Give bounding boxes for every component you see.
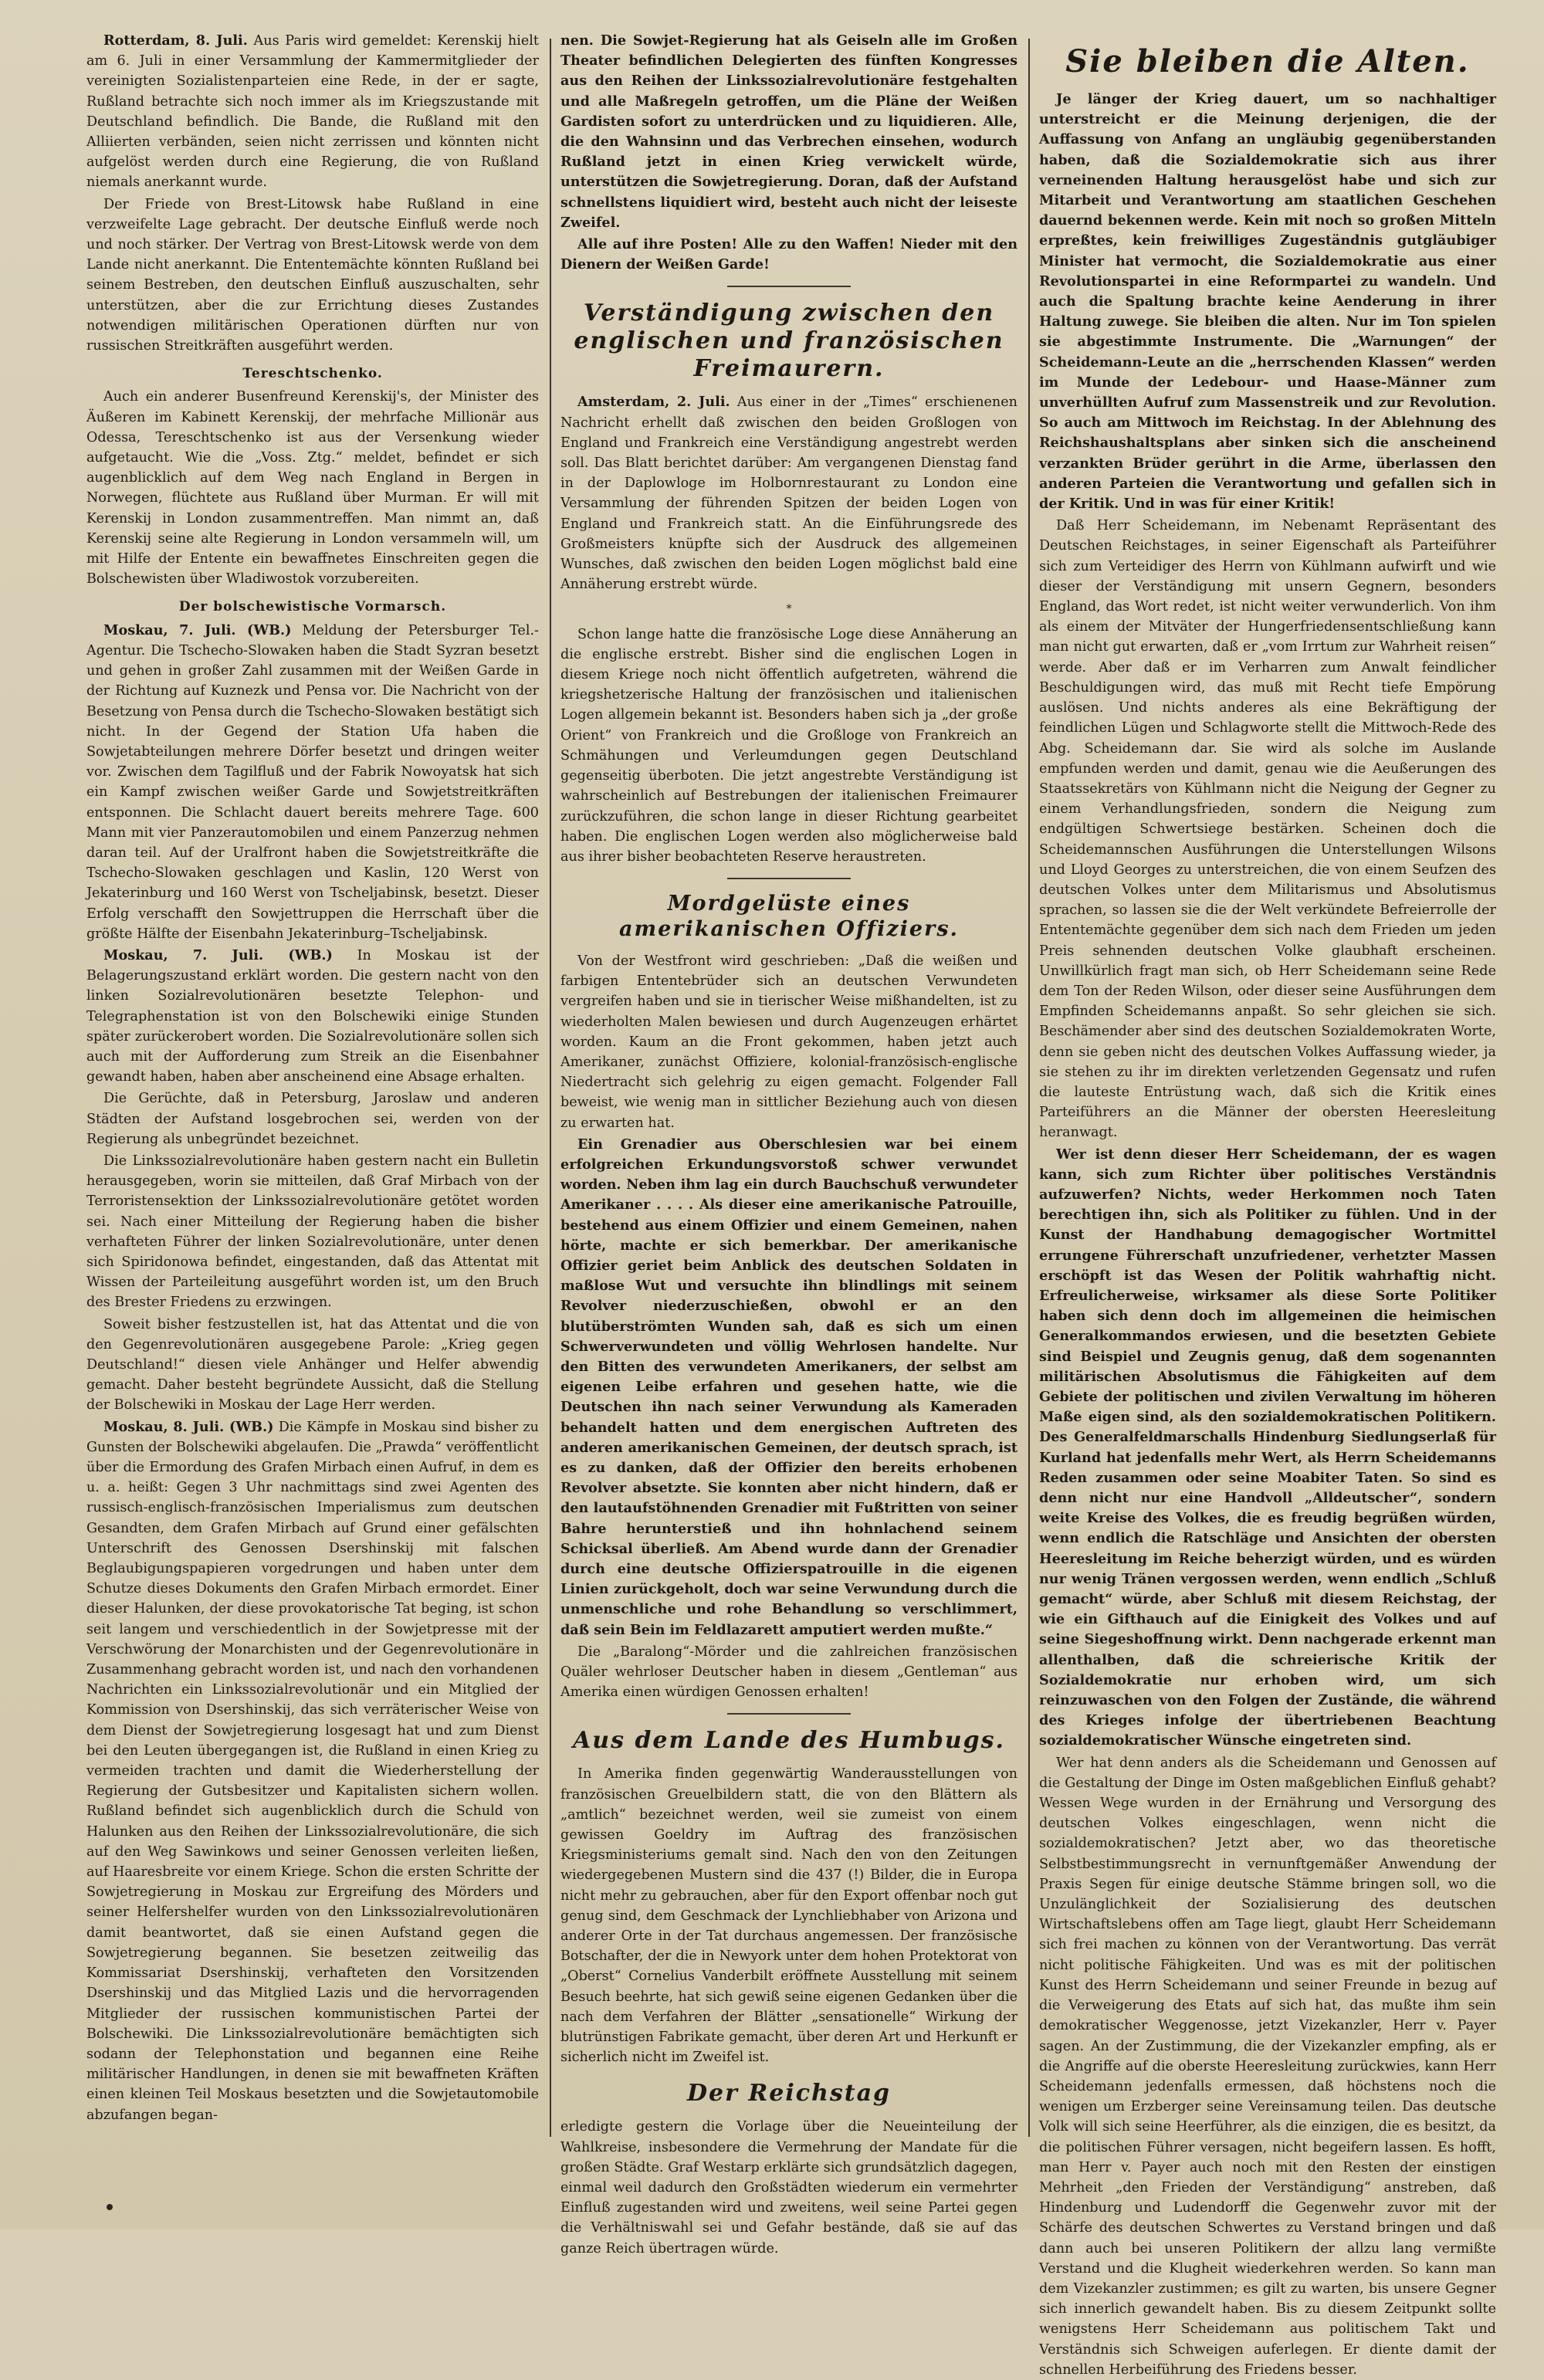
headline-officer: Mordgelüste eines amerikanischen Offiziers. <box>619 892 959 941</box>
separator-rule <box>727 286 851 287</box>
article-paragraph: Alle auf ihre Posten! Alle zu den Waffen! Nieder mit den Dienern der Weißen Garde! <box>560 236 1017 273</box>
column-divider <box>1028 39 1030 2137</box>
dateline: Moskau, 8. Juli. (WB.) <box>103 1418 274 1435</box>
article-paragraph: Soweit bisher festzustellen ist, hat das Attentat und die von den Gegenrevolutionären ausgegebene Parole: „Krieg gegen Deutschland!“ diesen viele Anhänger und Helfer abwendig gemacht. Daher besteht begründete Aussicht, daß die Stellung der Bolschewiki in Moskau der Lage Herr werden. <box>86 1316 539 1413</box>
paragraph-text: Aus Paris wird gemeldet: Kerenskij hielt am 6. Juli in einer Versammlung der Kammermitglieder der vereinigten Sozialistenparteien eine Rede, in der er sagte, Rußland betrachte sich noch immer als im Kriegszustande mit Deutschland befindlich. Die Bande, die Rußland mit den Alliierten verbänden, seien nicht zerrissen und könnten nicht aufgelöst werden durch eine Regierung, die von Rußland niemals anerkannt wurde. <box>86 33 540 191</box>
article-paragraph <box>560 392 1017 594</box>
article-paragraph: Die „Baralong“-Mörder und die zahlreichen französischen Quäler wehrloser Deutscher haben in diesem „Gentleman“ aus Amerika einen würdigen Genossen erhalten! <box>560 1644 1017 1701</box>
dateline: Moskau, 7. Juli. (WB.) <box>103 946 333 963</box>
article-paragraph <box>86 621 539 944</box>
dateline: Moskau, 7. Juli. (WB.) <box>103 621 292 638</box>
dateline: Amsterdam, 2. Juli. <box>577 394 730 411</box>
article-paragraph: Die Linkssozialrevolutionäre haben gestern nacht ein Bulletin herausgegeben, worin sie mitteilen, daß Graf Mirbach von der Terroristensektion der Linkssozialrevolutionäre getötet worden sei. Nach einer Mitteilung der Regierung haben die bisher verhafteten Führer der linken Sozialrevolutionäre, unter denen sich Spiridonowa befindet, eingestanden, daß das Attentat mit Wissen der Parteileitung ausgeführt worden ist, um den Bruch des Brester Friedens zu erzwingen. <box>86 1153 539 1311</box>
column-left <box>86 31 539 2199</box>
section-star: * <box>786 603 792 616</box>
headline-freemasons: Verständigung zwischen den englischen und französischen Freimaurern. <box>574 300 1004 383</box>
column-middle <box>560 31 1018 2256</box>
separator-rule <box>727 878 851 879</box>
dateline: Rotterdam, 8. Juli. <box>103 32 248 49</box>
paragraph-text: Die Kämpfe in Moskau sind bisher zu Gunsten der Bolschewiki abgelaufen. Die „Prawda“ veröffentlicht über die Ermordung des Grafen Mirbach einen Aufruf, in dem es u. a. heißt: Gegen 3 Uhr nachmittags sind zwei Agenten des russisch-englisch-französischen Imperialismus zum deutschen Gesandten, dem Grafen Mirbach auf Grund einer gefälschten Unterschrift des Genossen Dsershinskij mit falschen Beglaubigungspapieren vorgedrungen und haben unter dem Schutze dieses Dokuments den Grafen Mirbach ermordet. Einer dieser Halunken, der diese provokatorische Tat beging, ist schon seit langem und verschiedentlich in der Sowjetpresse mit der Verschwörung der Monarchisten und der Gegenrevolutionäre in Zusammenhang gebracht worden ist, und nach den vorhandenen Nachrichten ein Linkssozialrevolutionär und ein Mitglied der Kommission von Dsershinskij, das sich verräterischer Weise von dem Dienst der Sowjetregierung losgesagt hat und zum Dienst bei den Leuten übergegangen ist, die Rußland in einen Krieg zu vermeiden trachten und damit die Wiederherstellung der Regierung der Gutsbesitzer und Kapitalisten sichern wollen. Rußland befindet sich augenblicklich durch die Schuld von Halunken aus den Reihen der Linkssozialrevolutionäre, die sich auf den Weg Sawinkows und seiner Genossen verleiten ließen, auf Haaresbreite vor einem Kriege. Schon die ersten Schritte der Sowjetregierung in Moskau zur Ergreifung des Mörders und seiner Helfershelfer wurden von den Linkssozialrevolutionären damit beantwortet, daß sie einen Aufstand gegen die Sowjetregierung begannen. Sie besetzen zeitweilig das Kommissariat Dsershinskij, verhafteten den Vorsitzenden Dsershinskij und das Mitglied Lazis und die hervorragenden Mitglieder der russischen kommunistischen Partei der Bolschewiki. Die Linkssozialrevolutionäre bemächtigten sich sodann der Telephonstation und begannen eine Reihe militärischer Handlungen, in denen sie mit bewaffneten Kräften einen kleinen Teil Moskaus besetzten und die Sowjetautomobile abzufangen began- <box>86 1419 539 2123</box>
article-paragraph: Wer ist denn dieser Herr Scheidemann, der es wagen kann, sich zum Richter über politisches Verständnis aufzuwerfen? Nichts, weder Herkommen noch Taten berechtigen ihn, sich als Politiker zu fühlen. Und in der Kunst der Handhabung demagogischer Wortmittel errungene Führerschaft unzufriedener, verhetzter Massen erschöpft ist das Wesen der Politik wahrhaftig nicht. Erfreulicherweise, wirksamer als diese Sorte Politiker haben sich denn doch im allgemeinen die heimischen Generalkommandos erwiesen, und die besetzten Gebiete sind Beispiel und Zeugnis genug, daß dem sogenannten militärischen Absolutismus die Fähigkeiten auf dem Gebiete der politischen und zivilen Verwaltung im höheren Maße eigen sind, als den sozialdemokratischen Politikern. Des Generalfeldmarschalls Hindenburg Siedlungserlaß für Kurland hat jedenfalls mehr Wert, als Herrn Scheidemanns Reden zusammen oder seine Moabiter Taten. So sind es denn nicht nur eine Handvoll „Alldeutscher“, sondern weite Kreise des Volkes, die es freudig begrüßen würden, wenn endlich die Ratschläge und Ansichten der obersten Heeresleitung im Reiche beherzigt würden, und es würden nur wenig Tränen vergossen werden, wenn endlich „Schluß gemacht“ würde, aber Schluß mit diesem Reichstag, der wie ein Gifthauch auf die Einigkeit des Volkes und auf seine Siegeshoffnung wirkt. Denn nachgerade erkennt man allenthalben, daß die schreierische Kritik der Sozialdemokratie nur erhoben wird, um sich reinzuwaschen von den Folgen der Zustände, die während des Krieges infolge der übertriebenen Beachtung sozialdemokratischer Wünsche eingetreten sind. <box>1039 1146 1496 1749</box>
article-paragraph: In Amerika finden gegenwärtig Wanderausstellungen von französischen Greuelbildern statt, die von den Blättern als „amtlich“ bezeichnet werden, weil sie zumeist von einem gewissen Goeldry im Auftrag des französischen Kriegsministeriums gemalt sind. Nach den von den Zeitungen wiedergegebenen Mustern sind die 437 (!) Bilder, die in Europa nicht mehr zu gebrauchen, aber für den Export offenbar noch gut genug sind, dem Geschmack der Lynchliebhaber von Arizona und anderer Orte in der Tat durchaus angemessen. Der französische Botschafter, der die in Newyork unter dem hohen Protektorat von „Oberst“ Cornelius Vanderbilt eröffnete Ausstellung mit seinem Besuch beehrte, hat sich gewiß seine eigenen Gedanken über die nach dem Verfahren der Blätter „sensationelle“ Wirkung der blutrünstigen Fabrikate gemacht, über deren Art und Herkunft er sicherlich nicht im Zweifel ist. <box>560 1766 1017 2066</box>
article-paragraph: erledigte gestern die Vorlage über die Neueinteilung der Wahlkreise, insbesondere die Vermehrung der Mandate für die großen Städte. Graf Westarp erklärte sich grundsätzlich dagegen, einmal weil dadurch den Großstädten wiederum ein vermehrter Einfluß zugestanden wird und zweitens, weil seine Partei gegen die Verhältniswahl sei und Gefahr bestände, daß sie auf das ganze Reich übertragen würde. <box>560 2119 1017 2256</box>
article-paragraph: Je länger der Krieg dauert, um so nachhaltiger unterstreicht er die Meinung derjenigen, die der Auffassung von Anfang an ungläubig gegenüberstanden haben, daß die Sozialdemokratie sich aus ihrer verneinenden Haltung herausgelöst habe und sich zur Mitarbeit und Verantwortung am staatlichen Geschehen dauernd bekennen werde. Kein mit noch so großen Mitteln erpreßtes, kein freiwilliges Zugeständnis gutgläubiger Minister hat vermocht, die Sozialdemokratie aus einer Revolutionspartei in eine Reformpartei zu wandeln. Und auch die Spaltung brachte keine Aenderung in ihrer Haltung zuwege. Sie bleiben die alten. Nur im Ton spielen sie abgestimmte Instrumente. Die „Warnungen“ der Scheidemann-Leute an die „herrschenden Klassen“ werden im Munde der Ledebour- und Haase-Männer zum unverhüllten Aufruf zum Massenstreik und zur Revolution. So auch am Mittwoch im Reichstag. In der Ablehnung des Reichshaushaltsplans aber sinken sich die anscheinend verzankten Brüder gerührt in die Arme, überlassen den anderen Parteien die Verantwortung und gefallen sich in der Kritik. Und in was für einer Kritik! <box>1039 91 1496 513</box>
article-paragraph: Von der Westfront wird geschrieben: „Daß die weißen und farbigen Ententebrüder sich an deutschen Verwundeten vergreifen haben und sie in tierischer Weise mißhandelten, ist zu wiederholten Malen bewiesen und durch Augenzeugen erhärtet worden. Kaum an die Front gekommen, haben jetzt auch Amerikaner, zunächst Offiziere, kolonial-französisch-englische Niedertracht sich gelehrig zu eigen gemacht. Folgender Fall beweist, wie wenig man in sittlicher Beziehung auch von diesen zu erwarten hat. <box>560 953 1017 1131</box>
article-paragraph <box>86 946 539 1087</box>
paragraph-text: In Moskau ist der Belagerungszustand erklärt worden. Die gestern nacht von den linken Sozialrevolutionären besetzte Telephon- und Telegraphenstation ist von den Bolschewiki einige Stunden später zurückerobert worden. Die Sozialrevolutionäre sollen sich auch mit der Aufforderung zum Streik an die Eisenbahner gewandt haben, haben aber anscheinend eine Absage erhalten. <box>86 947 539 1085</box>
section-subheading: Tereschtschenko. <box>242 366 383 382</box>
article-paragraph: Auch ein anderer Busenfreund Kerenskij's, der Minister des Äußeren im Kabinett Kerenskij, der mehrfache Millionär aus Odessa, Tereschtschenko ist aus der Versenkung wieder aufgetaucht. Wie die „Voss. Ztg.“ meldet, befindet er sich augenblicklich auf dem Weg nach England in Bergen in Norwegen, flüchtete aus Rußland über Murman. Er will mit Kerenskij in London zusammentreffen. Man nimmt an, daß Kerenskij seine alte Regierung in London versammeln will, um mit Hilfe der Entente ein bewaffnetes Einschreiten gegen die Bolschewisten über Wladiwostok vorzubereiten. <box>86 389 539 587</box>
separator-rule <box>727 1713 851 1715</box>
article-paragraph: Daß Herr Scheidemann, im Nebenamt Repräsentant des Deutschen Reichstages, in seiner Eigenschaft als Parteiführer sich zum Verteidiger des Herrn von Kühlmann aufwirft und wie dieser der Verständigung mit unsern Gegnern, besonders England, das Wort redet, ist nicht weiter verwunderlich. Von ihm als einem der Mitväter der Hungerfriedensentschließung kann man nicht gut erwarten, daß er „vom Irrtum zur Wahrheit reisen“ werde. Aber daß er im Verharren zum Anwalt feindlicher Beschuldigungen wird, das muß mit Recht tiefe Empörung auslösen. Und nichts anderes als eine Bekräftigung der feindlichen Lügen und Schlagworte stellt die Mittwoch-Rede des Abg. Scheidemann dar. Sie wird als solche im Auslande empfunden werden und damit, genau wie die Aeußerungen des Staatssekretärs von Kühlmann nicht die Neigung der Gegner zu einem Verhandlungsfrieden, sondern die Neigung zum endgültigen Schwertsiege bestärken. Scheinen doch die Scheidemannschen Ausführungen die Unterstellungen Wilsons und Lloyd Georges zu unterstreichen, die von einem Seufzen des deutschen Volkes unter dem Militarismus und Absolutismus sprachen, so lassen sie die der Welt verkündete Befreierrolle der Ententemächte gegenüber dem sich nach dem Frieden um jeden Preis sehnenden deutschen Volke glaubhaft erscheinen. Unwillkürlich fragt man sich, ob Herr Scheidemann seine Rede dem Ton der Reden Wilson, oder dieser seine Ausführungen dem Empfinden Scheidemanns anpaßt. So sehr gleichen sie sich. Beschämender aber sind des deutschen Sozialdemokraten Worte, denn sie geben nicht des deutschen Volkes Auffassung wieder, ja sie stehen zu ihr im direkten verletzenden Gegensatz und rufen die lauteste Entrüstung wach, daß sich die Kritik eines Parteiführers an die Männer der obersten Heeresleitung heranwagt. <box>1039 518 1496 1141</box>
headline-reichstag: Der Reichstag <box>686 2080 891 2107</box>
headline-main: Sie bleiben die Alten. <box>1065 43 1470 80</box>
article-paragraph: Die Gerüchte, daß in Petersburg, Jaroslaw und anderen Städten der Aufstand losgebrochen sei, werden von der Regierung als unbegründet bezeichnet. <box>86 1091 539 1147</box>
paragraph-text: Aus einer in der „Times“ erschienenen Nachricht erhellt daß zwischen den beiden Großlogen von England und Frankreich eine Verständigung angestrebt werden soll. Das Blatt berichtet darüber: Am vergangenen Dienstag fand in der Daplowloge im Holbornrestaurant zu London eine Versammlung der führenden Spitzen der beiden Logen von England und Frankreich statt. An die Einführungsrede des Großmeisters knüpfte sich der Ausdruck des allgemeinen Wunsches, daß zwischen den beiden Logen möglichst bald eine Annäherung erstrebt würde. <box>560 394 1018 593</box>
article-paragraph <box>86 31 539 193</box>
paragraph-text: Meldung der Petersburger Tel.-Agentur. Die Tschecho-Slowaken haben die Stadt Syzran besetzt und gehen in großer Zahl zusammen mit der Weißen Garde in der Richtung auf Kuznezk und Pensa vor. Die Nachricht von der Besetzung von Pensa durch die Tschecho-Slowaken bestätigt sich nicht. In der Gegend der Station Ufa haben die Sowjetabteilungen mehrere Dörfer besetzt und dringen weiter vor. Zwischen dem Tagilfluß und der Fabrik Nowoyatsk hat sich ein Kampf zwischen weißer Garde und Sowjetstreitkräften entsponnen. Die Schlacht dauert bereits mehrere Tage. 600 Mann mit vier Panzerautomobilen und einem Panzerzug nehmen daran teil. Auf der Uralfront haben die Sowjetstreitkräfte die Tschecho-Slowaken geschlagen und Kaslin, 120 Werst von Jekaterinburg und 160 Werst von Tscheljabinsk, besetzt. Dieser Erfolg verschafft den Sowjettruppen die Herrschaft über die größte Hälfte der Eisenbahn Jekaterinburg–Tscheljabinsk. <box>86 622 540 942</box>
article-paragraph: Schon lange hatte die französische Loge diese Annäherung an die englische erstrebt. Bisher sind die englischen Logen in diesem Kriege noch nicht öffentlich aufgetreten, während die kriegshetzerische Haltung der französischen und italienischen Logen allgemein bekannt ist. Besonders haben sich ja „der große Orient“ von Frankreich und die Großloge von Frankreich an Schmähungen und Verleumdungen gegen Deutschland gegenseitig überboten. Die jetzt angestrebte Verständigung ist wahrscheinlich auf Bestrebungen der italienischen Freimaurer zurückzuführen, die schon lange in dieser Richtung gearbeitet haben. Die englischen Logen werden also möglicherweise bald aus ihrer bisher beobachteten Reserve heraustreten. <box>560 626 1017 865</box>
section-subheading: Der bolschewistische Vormarsch. <box>178 599 447 615</box>
headline-humbug: Aus dem Lande des Humbugs. <box>573 1727 1005 1755</box>
column-right <box>1039 31 1496 2378</box>
article-paragraph: Ein Grenadier aus Oberschlesien war bei einem erfolgreichen Erkundungsvorstoß schwer verwundet worden. Neben ihm lag ein durch Bauchschuß verwundeter Amerikaner . . . . Als dieser eine amerikanische Patrouille, bestehend aus einem Offizier und einem Gemeinen, nahen hörte, machte er sich bemerkbar. Der amerikanische Offizier geriet beim Anblick des deutschen Soldaten in maßlose Wut und versuchte ihn blindlings mit seinem Revolver niederzuschießen, obwohl er an den blutüberströmten Wunden sah, daß es sich um einen Schwerverwundeten und völlig Wehrlosen handelte. Nur den Bitten des verwundeten Amerikaners, der selbst am eigenen Leibe erfahren und gesehen hatte, wie die Deutschen ihn nach seiner Verwundung als Kameraden behandelt hatten und dem energischen Auftreten des anderen amerikanischen Gemeinen, der deutsch sprach, ist es zu danken, daß der Offizier den bereits erhobenen Revolver absetzte. Sie konnten aber nicht hindern, daß er den lautaufstöhnenden Grenadier mit Fußtritten von seiner Bahre herunterstieß und ihn hohnlachend seinem Schicksal überließ. Am Abend wurde dann der Grenadier durch eine deutsche Offizierspatrouille in die eigenen Linien zurückgeholt, doch war seine Verwundung durch die unmenschliche und rohe Behandlung so verschlimmert, daß sein Bein im Feldlazarett amputiert werden mußte.“ <box>560 1136 1017 1638</box>
page-mark <box>107 2204 113 2210</box>
article-paragraph: Der Friede von Brest-Litowsk habe Rußland in eine verzweifelte Lage gebracht. Der deutsche Einfluß werde noch und noch stärker. Der Vertrag von Brest-Litowsk werde von dem Lande nicht anerkannt. Die Ententemächte könnten Rußland bei seinem Bestreben, den deutschen Einfluß auszuschalten, sehr unterstützen, aber die zur Errichtung dieses Zustandes notwendigen militärischen Operationen dürften nur von russischen Streitkräften ausgeführt werden. <box>86 196 539 354</box>
article-paragraph: nen. Die Sowjet-Regierung hat als Geiseln alle im Großen Theater befindlichen Delegierten des fünften Kongresses aus den Reihen der Linkssozialrevolutionäre festgehalten und alle Maßregeln getroffen, um die Pläne der Weißen Gardisten sofort zu unterdrücken und zu liquidieren. Alle, die den Wahnsinn und das Verbrechen einsehen, wodurch Rußland jetzt in einen Krieg verwickelt würde, unterstützen die Sowjetregierung. Doran, daß der Aufstand schnellstens liquidiert wird, besteht auch nicht der leiseste Zweifel. <box>560 32 1017 231</box>
column-divider <box>550 39 551 2137</box>
article-paragraph: Wer hat denn anders als die Scheidemann und Genossen auf die Gestaltung der Dinge im Osten maßgeblichen Einfluß gehabt? Wessen Wege wurden in der Ernährung und Versorgung des deutschen Volkes eingeschlagen, wenn nicht die sozialdemokratischen? Jetzt aber, wo das theoretische Selbstbestimmungsrecht in vernunftgemäßer Anwendung der Praxis Segen für einige deutsche Stämme bringen soll, wo die Unzulänglichkeit der Sozialisierung des deutschen Wirtschaftslebens offen am Tage liegt, glaubt Herr Scheidemann sich frei machen zu können von der Verantwortung. Das verrät nicht politische Fähigkeiten. Und was es mit der politischen Kunst des Herrn Scheidemann und seiner Freunde in bezug auf die Verweigerung des Etats auf sich hat, das mußte ihm sein demokratischer Weggenosse, jetzt Vizekanzler, Herr v. Payer sagen. An der Zustimmung, die der Vizekanzler empfing, als er die Angriffe auf die oberste Heeresleitung zurückwies, kann Herr Scheidemann jedenfalls ermessen, daß höchstens noch die wenigen um Erzberger seine Vereinsamung teilen. Das deutsche Volk will sich seine Heerführer, als die einzigen, die es besitzt, da die politischen Führer versagen, nicht begeifern lassen. Es hofft, man Herr v. Payer auch noch mit den Resten der einstigen Mehrheit „den Frieden der Verständigung“ anstreben, daß Hindenburg und Ludendorff die Gegenwehr zuvor mit der Schärfe des deutschen Schwertes zu Verstand bringen und daß dann auch bei unseren Politikern der allzu lang vermißte Verstand und die Klugheit wiederkehren werden. So kann man dem Vizekanzler zustimmen; es gilt zu warten, bis unsere Gegner sich innerlich gewandelt haben. Bis zu diesem Zeitpunkt sollte wenigstens Herr Scheidemann aus politischem Takt und Verständnis sich Schweigen auferlegen. Er diente damit der schnellen Herbeiführung des Friedens besser. <box>1039 1755 1496 2378</box>
article-paragraph <box>86 1417 539 2125</box>
